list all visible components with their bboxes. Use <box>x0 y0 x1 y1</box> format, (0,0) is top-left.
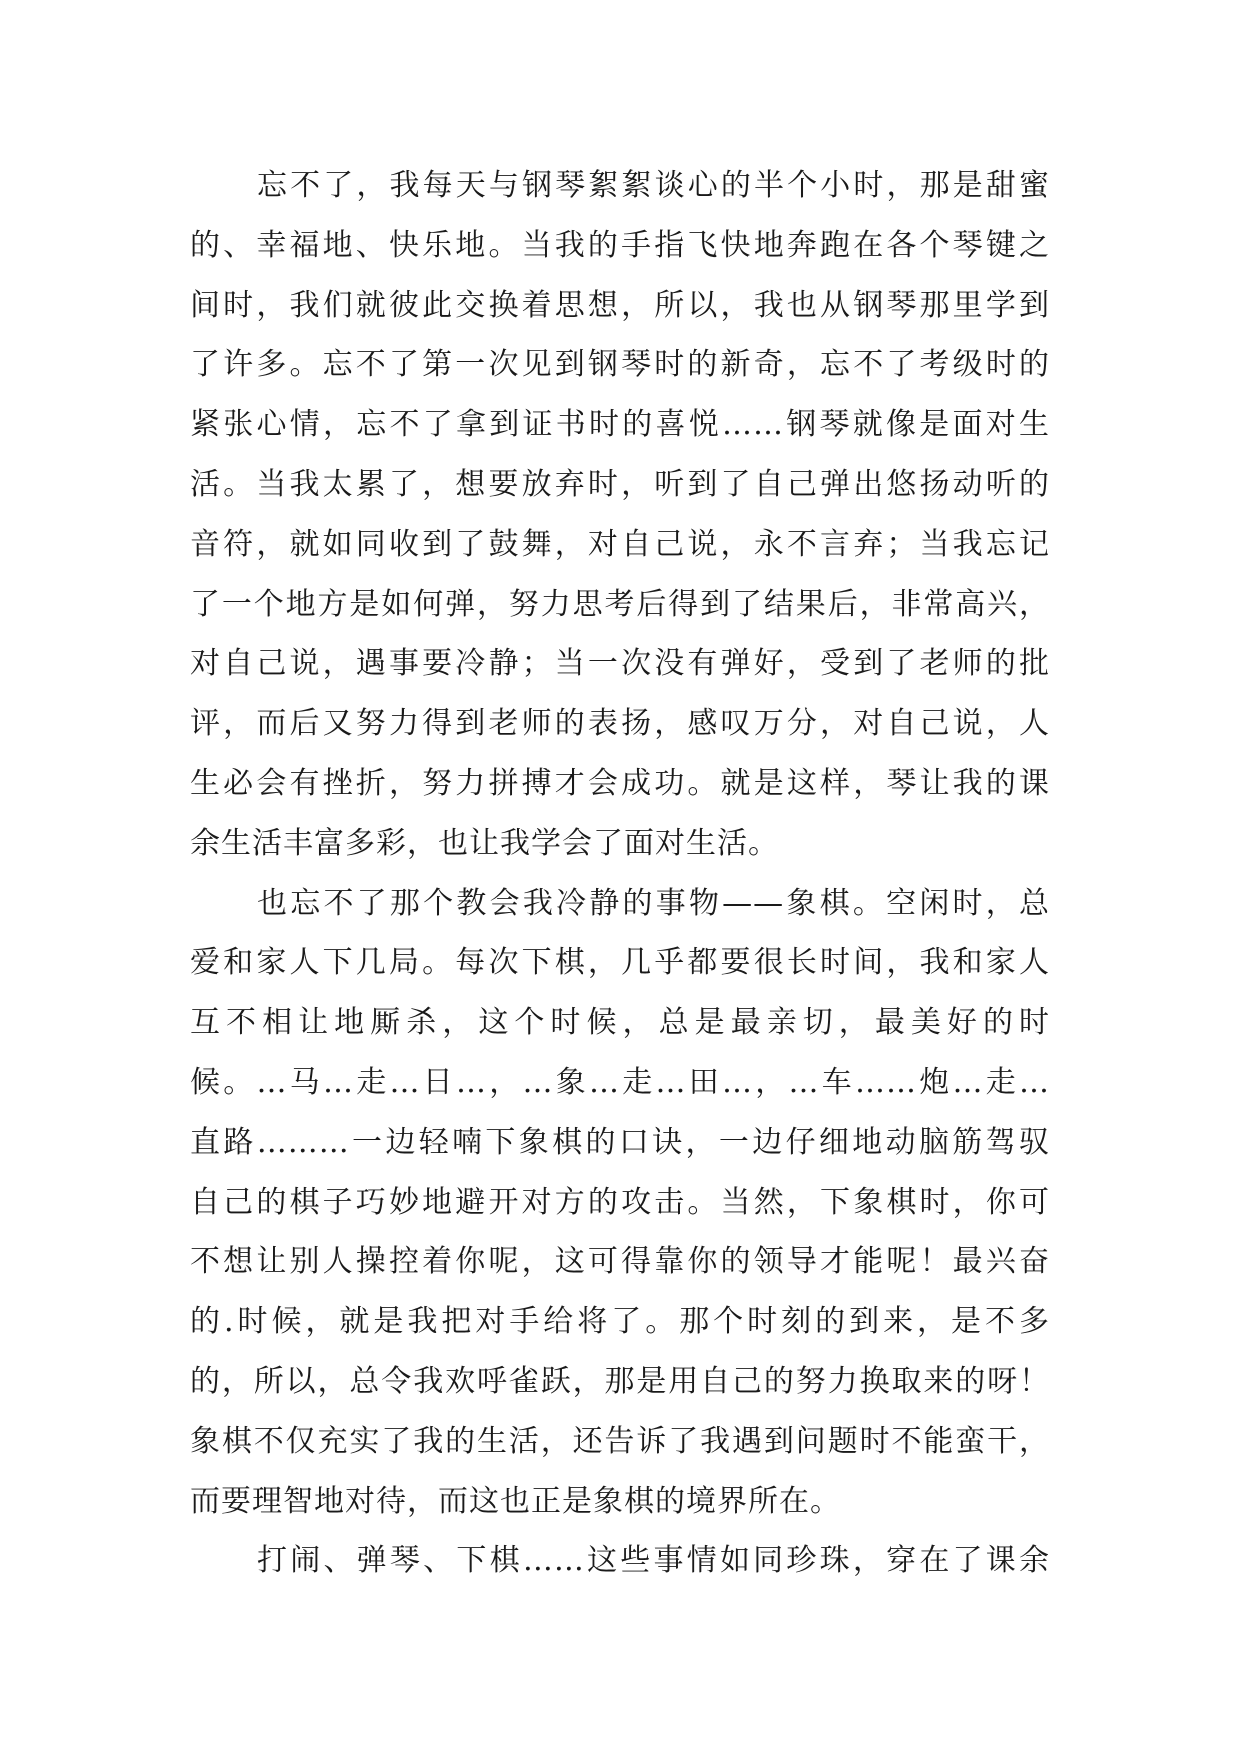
text-line: 自己的棋子巧妙地避开对方的攻击。当然，下象棋时，你可 <box>190 1184 1050 1220</box>
document-body <box>190 156 1050 1591</box>
text-line: 象棋不仅充实了我的生活，还告诉了我遇到问题时不能蛮干， <box>190 1423 1050 1459</box>
text-line: 的.时候，就是我把对手给将了。那个时刻的到来，是不多 <box>190 1304 1050 1340</box>
text-line: 互不相让地厮杀，这个时候，总是最亲切，最美好的时 <box>190 1005 1050 1041</box>
text-line: 候。…马…走…日…，…象…走…田…，…车……炮…走… <box>190 1064 1050 1100</box>
paragraph-piano <box>190 156 1050 874</box>
text-line: 了一个地方是如何弹，努力思考后得到了结果后，非常高兴， <box>190 586 1050 622</box>
text-line: 音符，就如同收到了鼓舞，对自己说，永不言弃；当我忘记 <box>190 526 1050 562</box>
text-line: 紧张心情，忘不了拿到证书时的喜悦……钢琴就像是面对生 <box>190 407 1050 443</box>
text-line: 对自己说，遇事要冷静；当一次没有弹好，受到了老师的批 <box>190 646 1050 682</box>
text-line: 也忘不了那个教会我冷静的事物——象棋。空闲时，总 <box>257 885 1050 921</box>
text-line: 评，而后又努力得到老师的表扬，感叹万分，对自己说，人 <box>190 706 1050 742</box>
paragraph-chess <box>190 874 1050 1532</box>
text-line: 忘不了，我每天与钢琴絮絮谈心的半个小时，那是甜蜜 <box>257 168 1050 203</box>
text-line: 爱和家人下几局。每次下棋，几乎都要很长时间，我和家人 <box>190 945 1050 981</box>
text-line: 间时，我们就彼此交换着思想，所以，我也从钢琴那里学到 <box>190 287 1050 323</box>
text-line: 而要理智地对待，而这也正是象棋的境界所在。 <box>190 1483 841 1519</box>
text-line: 直路………一边轻喃下象棋的口诀，一边仔细地动脑筋驾驭 <box>190 1124 1050 1160</box>
text-line: 余生活丰富多彩，也让我学会了面对生活。 <box>190 825 779 861</box>
text-line: 的、幸福地、快乐地。当我的手指飞快地奔跑在各个琴键之 <box>190 227 1050 263</box>
text-line: 活。当我太累了，想要放弃时，听到了自己弹出悠扬动听的 <box>190 466 1050 502</box>
text-line: 了许多。忘不了第一次见到钢琴时的新奇，忘不了考级时的 <box>190 347 1050 383</box>
text-line: 打闹、弹琴、下棋……这些事情如同珍珠，穿在了课余 <box>257 1543 1050 1579</box>
text-line: 生必会有挫折，努力拼搏才会成功。就是这样，琴让我的课 <box>190 765 1050 801</box>
paragraph-conclusion <box>190 1531 1050 1591</box>
text-line: 不想让别人操控着你呢，这可得靠你的领导才能呢！最兴奋 <box>190 1244 1050 1280</box>
text-line: 的，所以，总令我欢呼雀跃，那是用自己的努力换取来的呀！ <box>190 1363 1050 1399</box>
